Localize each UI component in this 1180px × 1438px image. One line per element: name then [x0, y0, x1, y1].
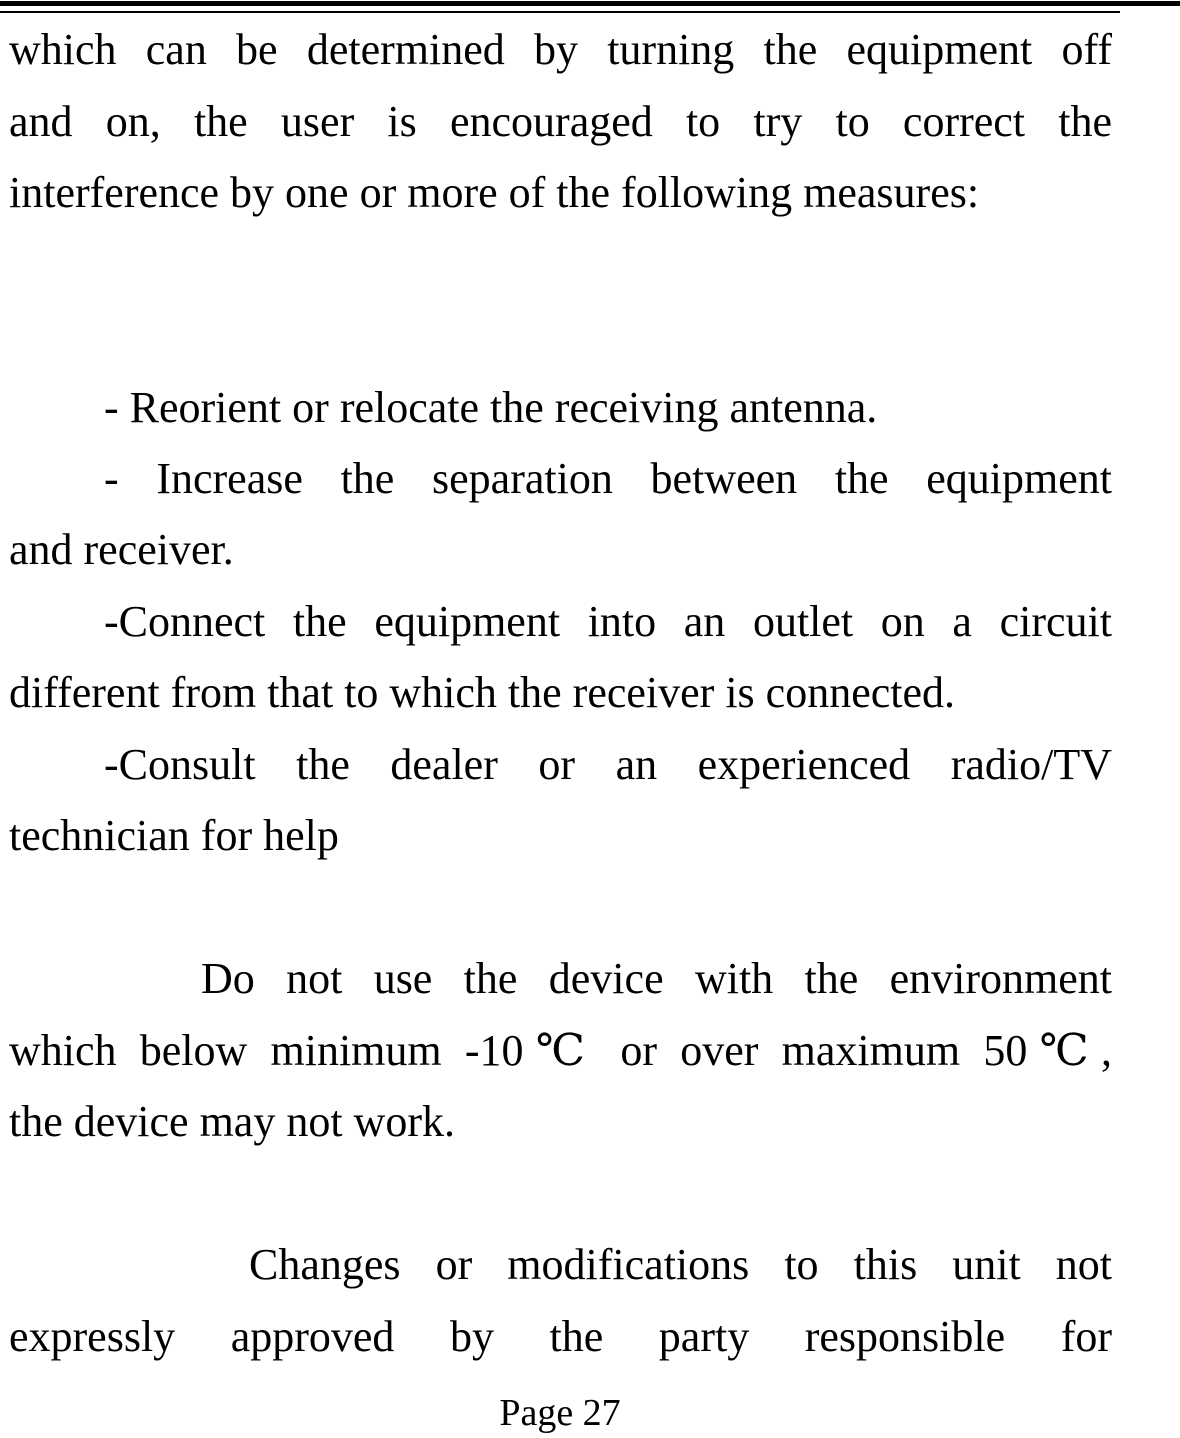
measure-item-outlet: -Connect the equipment into an outlet on a circuit [104, 597, 1112, 646]
intro-line-2: and on, the user is encouraged to try to correct the [9, 97, 1112, 146]
measure-item-outlet-cont: different from that to which the receiver is connected. [9, 668, 956, 717]
intro-line-3: interference by one or more of the following measures: [9, 168, 980, 217]
measure-item-consult: -Consult the dealer or an experienced radio/TV [104, 740, 1112, 789]
changes-line-2: expressly approved by the party responsible for [9, 1312, 1112, 1361]
temperature-line-1: Do not use the device with the environment [201, 954, 1112, 1003]
temperature-line-2: which below minimum -10℃ or over maximum 50℃, [9, 1026, 1112, 1075]
top-rule-thick [0, 1, 1180, 6]
measure-item-consult-cont: technician for help [9, 811, 339, 860]
top-rule-thin [0, 11, 1120, 13]
page-number: Page 27 [499, 1392, 621, 1434]
intro-line-1: which can be determined by turning the equipment off [9, 25, 1112, 74]
temperature-line-3: the device may not work. [9, 1097, 455, 1146]
changes-line-1: Changes or modifications to this unit not [249, 1240, 1112, 1289]
measure-item-reorient: - Reorient or relocate the receiving antenna. [104, 383, 878, 432]
measure-item-separation: - Increase the separation between the equipment [104, 454, 1112, 503]
measure-item-separation-cont: and receiver. [9, 525, 234, 574]
